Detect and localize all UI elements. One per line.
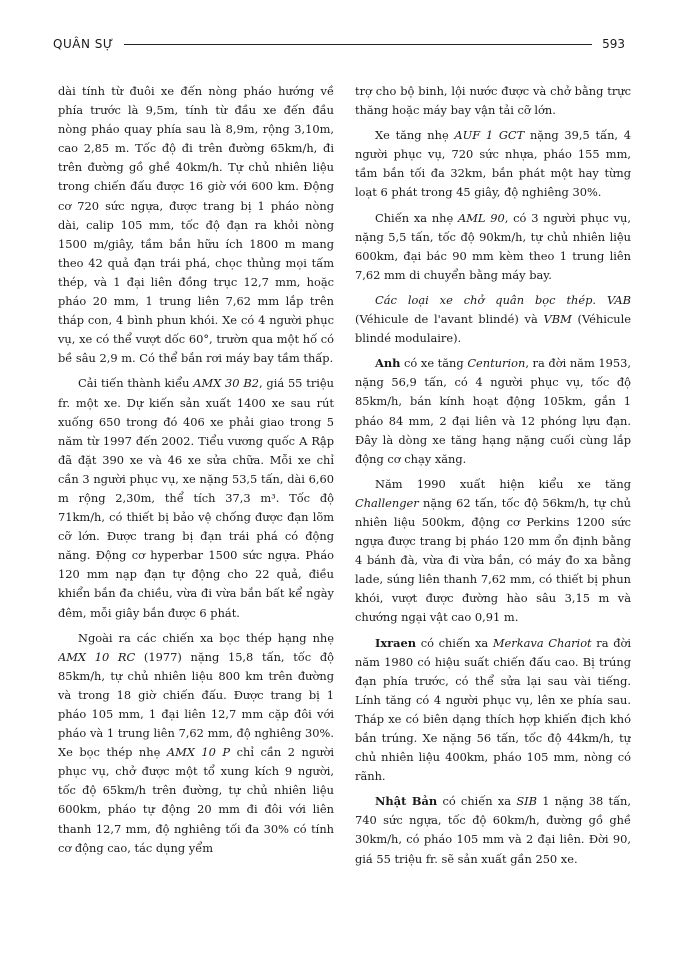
page-number: 593 (602, 37, 625, 51)
left-column (58, 82, 334, 952)
running-title: QUÂN SỰ (53, 37, 114, 51)
right-column (355, 82, 631, 952)
paragraph: Năm 1990 xuất hiện kiểu xe tăng Challenger nặng 62 tấn, tốc độ 56km/h, tự chủ nhiên liệu 500km, động cơ Perkins 1200 sức ngựa được trang bị pháo 120 mm ổn định bằng 4 bánh đà, vừa đi vừa bắn, có máy đo xa bằng lade, súng liên thanh 7,62 mm, có thiết bị phun khói, vượt được đường hào sâu 3,15 m và chướng ngại vật cao 0,91 m. (355, 476, 631, 625)
paragraph: Ixraen có chiến xa Merkava Chariot ra đời năm 1980 có hiệu suất chiến đấu cao. Bị trúng đạn phía trước, có thể sửa lại sau vài tiếng. Lính tăng có 4 người phục vụ, lên xe phía sau. Tháp xe có biên dạng thích hợp khiến địch khó bắn trúng. Xe nặng 56 tấn, tốc độ 44km/h, tự chủ nhiên liệu 400km, pháo 105 mm, nòng có rãnh. (355, 635, 631, 784)
paragraph: Ngoài ra các chiến xa bọc thép hạng nhẹ AMX 10 RC (1977) nặng 15,8 tấn, tốc độ 85km/h, tự chủ nhiên liệu 800 km trên đường và trong 18 giờ chiến đấu. Được trang bị 1 pháo 105 mm, 1 đại liên 12,7 mm cặp đôi với pháo và 1 trung liên 7,62 mm, độ nghiêng 30%. Xe bọc thép nhẹ AMX 10 P chỉ cần 2 người phục vụ, chở được một tổ xung kích 9 người, tốc độ 65km/h trên đường, tự chủ nhiên liệu 600km, pháo tự động 20 mm đi đôi với liên thanh 12,7 mm, độ nghiêng tối đa 30% có tính cơ động cao, tác dụng yểm (58, 630, 334, 855)
header-rule (124, 44, 592, 45)
paragraph: Chiến xa nhẹ AML 90, có 3 người phục vụ, nặng 5,5 tấn, tốc độ 90km/h, tự chủ nhiên liệu 600km, đại bác 90 mm kèm theo 1 trung liên 7,62 mm di chuyển bằng máy bay. (355, 210, 631, 282)
paragraph: Anh có xe tăng Centurion, ra đời năm 1953, nặng 56,9 tấn, có 4 người phục vụ, tốc độ 85km/h, bán kính hoạt động 105km, gắn 1 pháo 84 mm, 2 đại liên và 12 phóng lựu đạn. Đây là dòng xe tăng hạng nặng cuối cùng lắp động cơ chạy xăng. (355, 356, 631, 466)
paragraph: Các loại xe chở quân bọc thép. VAB (Véhicule de l'avant blindé) và VBM (Véhicule blindé modulaire). (355, 292, 631, 346)
paragraph: Cải tiến thành kiểu AMX 30 B2, giá 55 triệu fr. một xe. Dự kiến sản xuất 1400 xe sau rút xuống 650 trong đó 406 xe phải giao trong 5 năm từ 1997 đến 2002. Tiểu vương quốc A Rập đã đặt 390 xe và 46 xe sửa chữa. Mỗi xe chỉ cần 3 người phục vụ, xe nặng 53,5 tấn, dài 6,60 m rộng 2,30m, thể tích 37,3 m³. Tốc độ 71km/h, có thiết bị bảo vệ chống được đạn lõm cỡ lớn. Được trang bị đạn trái phá có động năng. Động cơ hyperbar 1500 sức ngựa. Pháo 120 mm nạp đạn tự động cho 22 quả, điều khiển bắn đa chiều, vừa đi vừa bắn bất kể ngày đêm, mỗi giây bắn được 6 phát. (58, 376, 334, 620)
paragraph: Nhật Bản có chiến xa SIB 1 nặng 38 tấn, 740 sức ngựa, tốc độ 60km/h, đường gồ ghề 30km/h, có pháo 105 mm và 2 đại liên. Đời 90, giá 55 triệu fr. sẽ sản xuất gần 250 xe. (355, 794, 631, 866)
paragraph: dài tính từ đuôi xe đến nòng pháo hướng về phía trước là 9,5m, tính từ đầu xe đến đầu nòng pháo quay phía sau là 8,9m, rộng 3,10m, cao 2,85 m. Tốc độ đi trên đường 65km/h, đi trên đường gồ ghề 40km/h. Tự chủ nhiên liệu trong chiến đấu được 16 giờ với 600 km. Động cơ 720 sức ngựa, được trang bị 1 pháo nòng dài, calip 105 mm, tốc độ đạn ra khỏi nòng 1500 m/giây, tầm bắn hữu ích 1800 m mang theo 42 quả đạn trái phá, chọc thủng mọi tấm thép, và 1 đại liên đồng trục 12,7 mm, hoặc pháo 20 mm, 1 trung liên 7,62 mm lắp trên tháp con, 4 bình phun khói. Xe có 4 người phục vụ, xe có thể vượt dốc 60°, trườn qua một hố có bề sâu 2,9 m. Có thể bắn rơi máy bay tầm thấp. (58, 84, 334, 366)
paragraph: Xe tăng nhẹ AUF 1 GCT nặng 39,5 tấn, 4 người phục vụ, 720 sức nhựa, pháo 155 mm, tầm bắn tối đa 32km, bắn phát một hay từng loạt 6 phát trong 45 giây, độ nghiêng 30%. (355, 128, 631, 200)
paragraph: trợ cho bộ binh, lội nước được và chở bằng trực thăng hoặc máy bay vận tải cỡ lớn. (355, 84, 631, 118)
page-header (53, 34, 625, 54)
